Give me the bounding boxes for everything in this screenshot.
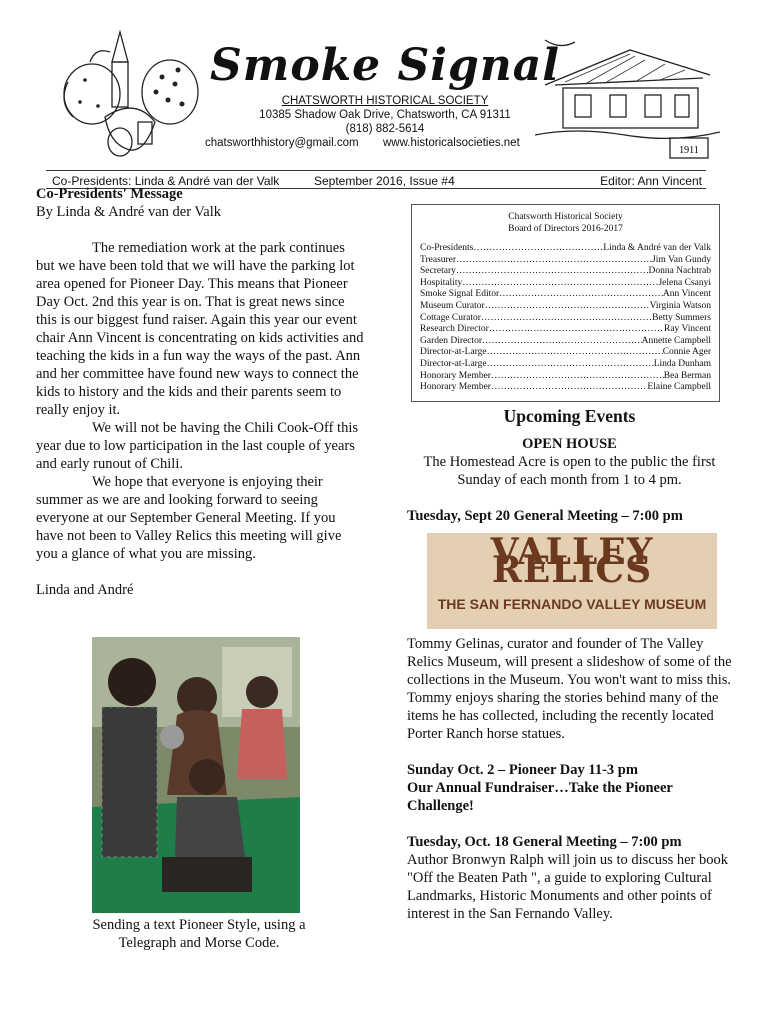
sept-meeting-title: Tuesday, Sept 20 General Meeting – 7:00 pm [407,508,683,524]
board-member-role: Director-at-Large ………………………………………………………………………………………… [420,347,663,359]
board-member-role: Cottage Curator ………………………………………………………………………………………… [420,313,652,325]
board-member-row [412,313,719,325]
board-member-name: Ann Vincent [662,289,711,300]
open-house-text: The Homestead Acre is open to the public the first Sunday of each month from 1 to 4 pm. [423,454,716,488]
board-subtitle: Board of Directors 2016-2017 [508,224,623,234]
board-member-name: Elaine Campbell [647,382,711,393]
house-sign-text: 1911 [679,145,699,156]
board-member-name: Linda & André van der Valk [603,243,711,253]
board-member-role: Smoke Signal Editor ………………………………………………………………………………………… [420,289,663,301]
board-member-role: Treasurer ………………………………………………………………………………………… [420,255,652,267]
board-member-role: Garden Director ………………………………………………………………………………………… [420,336,642,348]
sept-meeting-text: Tommy Gelinas, curator and founder of The Valley Relics Museum, will present a slideshow of some of the collections in the Museum. You won't want to miss this. Tommy enjoys sharing the stories behind many of the items he has collected, including the recently located Porter Ranch horse statues. [407,636,732,742]
message-signoff: Linda and André [36,582,134,598]
events-heading: Upcoming Events [503,406,636,426]
oct-meeting-text: Author Bronwyn Ralph will join us to discuss her book "Off the Beaten Path ", a guide to exploring Cultural Landmarks, Historic Monuments and other points of interest in the San Fernando Valley. [407,852,729,922]
board-member-row [412,382,719,394]
board-member-row [412,278,719,290]
message-paragraph-2: We will not be having the Chili Cook-Off this year due to low participation in the last couple of years and early runout of Chili. [36,420,358,472]
board-member-row [412,243,719,255]
pioneer-day-title: Sunday Oct. 2 – Pioneer Day 11-3 pm [407,762,638,778]
oct-meeting-title: Tuesday, Oct. 18 General Meeting – 7:00 pm [407,834,682,850]
board-of-directors-box [411,204,720,402]
board-title: Chatsworth Historical Society [508,212,623,222]
board-member-role: Museum Curator ………………………………………………………………………………………… [420,301,650,313]
valley-relics-logo-top: VALLEY RELICS [490,531,654,591]
board-member-role: Honorary Member ………………………………………………………………………………………… [420,382,647,394]
board-member-row [412,347,719,359]
org-phone: (818) 882-5614 [345,123,425,135]
telegraph-photo [92,637,300,913]
board-member-role: Hospitality ………………………………………………………………………………………… [420,278,658,290]
board-member-name: Connie Ager [662,347,711,358]
org-address: 10385 Shadow Oak Drive, Chatsworth, CA 91311 [259,109,511,121]
upcoming-events [407,407,732,923]
photo-caption: Sending a text Pioneer Style, using a Telegraph and Morse Code. [92,917,306,951]
header-rule-top [46,170,706,171]
board-member-role: Research Director ………………………………………………………………………………………… [420,324,664,336]
board-member-role: Honorary Member ………………………………………………………………………………………… [420,371,664,383]
board-member-row [412,371,719,383]
message-heading: Co-Presidents' Message [36,186,183,202]
org-email[interactable]: chatsworthhistory@gmail.com [205,137,359,149]
board-member-name: Annette Campbell [641,335,711,346]
copresidents-message [36,185,366,599]
board-member-role: Co-Presidents ………………………………………………………………………………………… [420,243,603,255]
board-member-row [412,301,719,313]
valley-relics-logo-bottom: THE SAN FERNANDO VALLEY MUSEUM [437,596,707,612]
board-member-row [412,336,719,348]
board-member-row [412,255,719,267]
board-member-name: Linda Dunham [653,358,711,369]
board-member-name: Jim Van Gundy [652,254,711,265]
board-member-name: Bea Berman [663,370,711,381]
org-name: CHATSWORTH HISTORICAL SOCIETY [281,95,489,107]
board-member-name: Donna Nachtrab [648,266,711,277]
board-member-role: Secretary ………………………………………………………………………………………… [420,266,648,278]
open-house-title: OPEN HOUSE [522,436,617,452]
message-paragraph-1: The remediation work at the park continues but we have been told that we will have the parking lot area opened for Pioneer Day. This means that Pioneer Day Oct. 2nd this year is on. That is great news since this is our biggest fund raiser. Again this year our event chair Ann Vincent is concentrating on kids activities and teaching the kids in a fun way the ways of the past. Ann and her committee have found new ways to connect the kids to history and the kids and their parents seem to really enjoy it. [36,240,364,418]
pioneer-day-subtitle: Our Annual Fundraiser…Take the Pioneer Challenge! [407,780,673,814]
org-website[interactable]: www.historicalsocieties.net [383,137,520,149]
board-member-name: Virginia Watson [649,300,711,311]
issue-line: September 2016, Issue #4 [314,174,455,188]
board-member-role: Director-at-Large ………………………………………………………………………………………… [420,359,654,371]
valley-relics-logo [427,533,717,629]
message-paragraph-3: We hope that everyone is enjoying their summer as we are and looking forward to seeing everyone at our September General Meeting. If you have not been to Valley Relics this meeting will give you a glance of what you are missing. [36,474,342,562]
board-member-row [412,359,719,371]
board-member-name: Ray Vincent [663,324,711,335]
copresidents-line: Co-Presidents: Linda & André van der Valk [52,174,280,188]
board-member-name: Jelena Csanyi [658,277,711,288]
message-byline: By Linda & André van der Valk [36,204,221,220]
board-member-row [412,324,719,336]
board-member-row [412,266,719,278]
editor-line: Editor: Ann Vincent [600,174,702,188]
newsletter-title: Smoke Signal [210,40,560,91]
board-member-name: Betty Summers [652,312,711,323]
board-member-row [412,289,719,301]
